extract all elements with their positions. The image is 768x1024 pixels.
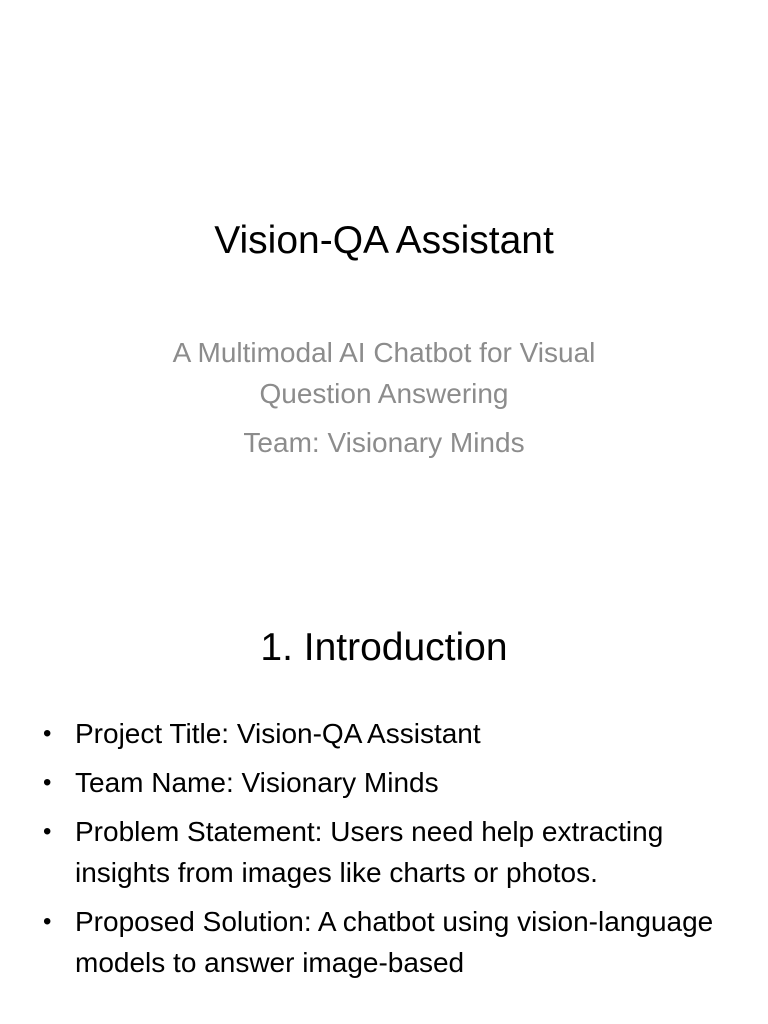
slide-title: Vision-QA Assistant <box>214 219 554 262</box>
bullet-text: Problem Statement: Users need help extracting insights from images like charts or photos. <box>75 816 664 888</box>
bullet-text: Proposed Solution: A chatbot using vision-language models to answer image-based <box>75 906 714 978</box>
bullet-list <box>40 713 730 991</box>
team-name-text: Team: Visionary Minds <box>243 427 525 458</box>
bullet-item-project-title <box>40 713 730 754</box>
subtitle-block <box>120 332 648 463</box>
bullet-icon: • <box>43 720 52 747</box>
bullet-item-proposed-solution <box>40 901 730 983</box>
bullet-item-team-name <box>40 762 730 803</box>
bullet-icon: • <box>43 769 52 796</box>
subtitle-text: A Multimodal AI Chatbot for Visual Question Answering <box>172 337 596 409</box>
section-heading: 1. Introduction <box>260 626 508 669</box>
bullet-icon: • <box>43 818 52 845</box>
bullet-icon: • <box>43 908 52 935</box>
bullet-text: Project Title: Vision-QA Assistant <box>75 718 481 749</box>
bullet-item-problem-statement <box>40 811 730 893</box>
bullet-text: Team Name: Visionary Minds <box>75 767 439 798</box>
